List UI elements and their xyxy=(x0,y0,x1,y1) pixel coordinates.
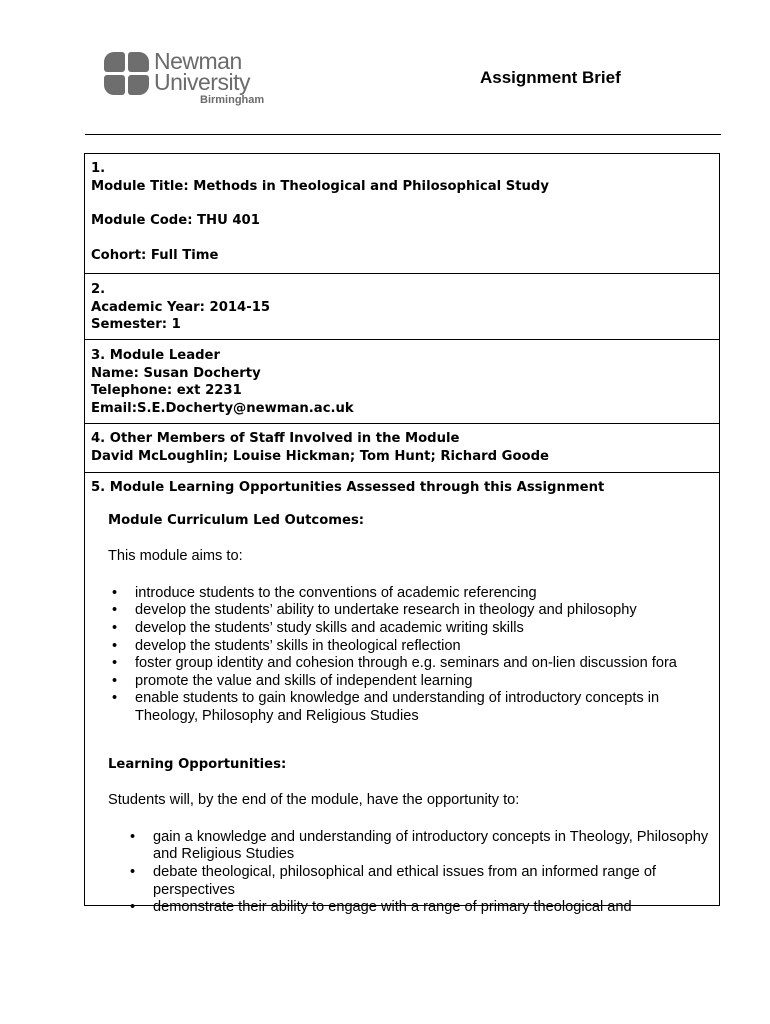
other-staff-heading: 4. Other Members of Staff Involved in the Module xyxy=(91,431,460,446)
list-item: • gain a knowledge and understanding of introductory concepts in Theology, Philosophy and Religious Studies xyxy=(91,829,713,864)
document-title: Assignment Brief xyxy=(480,68,621,87)
section-number: 1. xyxy=(91,161,106,176)
brief-table xyxy=(84,153,720,916)
learning-opportunities-heading: Learning Opportunities: xyxy=(108,756,287,772)
module-title: Module Title: Methods in Theological and Philosophical Study xyxy=(91,178,549,194)
list-item: • foster group identity and cohesion through e.g. seminars and on-lien discussion fora xyxy=(91,655,713,673)
module-leader-heading: 3. Module Leader xyxy=(91,348,220,363)
university-logo xyxy=(104,48,265,112)
header-divider xyxy=(85,134,721,135)
section-number: 2. xyxy=(91,282,106,297)
leader-telephone: Telephone: ext 2231 xyxy=(91,383,242,399)
list-item: • enable students to gain knowledge and understanding of introductory concepts in Theology, Philosophy and Religious Studies xyxy=(91,690,713,725)
learning-intro: Students will, by the end of the module, have the opportunity to: xyxy=(108,792,520,809)
aims-list xyxy=(91,585,713,726)
aims-intro: This module aims to: xyxy=(108,548,243,565)
list-item: • develop the students’ skills in theological reflection xyxy=(91,638,713,656)
list-item: • introduce students to the conventions of academic referencing xyxy=(91,585,713,603)
leader-email: Email:S.E.Docherty@newman.ac.uk xyxy=(91,400,354,416)
section-academic-year xyxy=(85,274,719,340)
logo-city: Birmingham xyxy=(200,94,265,106)
section-learning-opportunities xyxy=(85,473,719,916)
learning-section-heading: 5. Module Learning Opportunities Assessed through this Assignment xyxy=(91,480,605,495)
list-item: • promote the value and skills of independent learning xyxy=(91,673,713,691)
logo-subtitle: University xyxy=(154,69,250,95)
list-item: • debate theological, philosophical and ethical issues from an informed range of perspectives xyxy=(91,864,713,899)
outcomes-heading: Module Curriculum Led Outcomes: xyxy=(108,512,365,528)
section-module-leader xyxy=(85,340,719,424)
leader-name: Name: Susan Docherty xyxy=(91,365,261,381)
list-item: • develop the students’ ability to undertake research in theology and philosophy xyxy=(91,602,713,620)
section-module-info xyxy=(85,154,719,274)
cohort: Cohort: Full Time xyxy=(91,247,219,263)
module-code: Module Code: THU 401 xyxy=(91,213,260,229)
list-item: • demonstrate their ability to engage with a range of primary theological and xyxy=(91,899,713,917)
section-other-staff xyxy=(85,424,719,473)
academic-year: Academic Year: 2014-15 xyxy=(91,299,271,315)
list-item: • develop the students’ study skills and academic writing skills xyxy=(91,620,713,638)
staff-list: David McLoughlin; Louise Hickman; Tom Hunt; Richard Goode xyxy=(91,448,549,464)
learning-list xyxy=(91,829,713,917)
semester: Semester: 1 xyxy=(91,317,181,333)
logo-name: Newman xyxy=(154,48,242,74)
logo-mark-icon xyxy=(104,52,150,96)
